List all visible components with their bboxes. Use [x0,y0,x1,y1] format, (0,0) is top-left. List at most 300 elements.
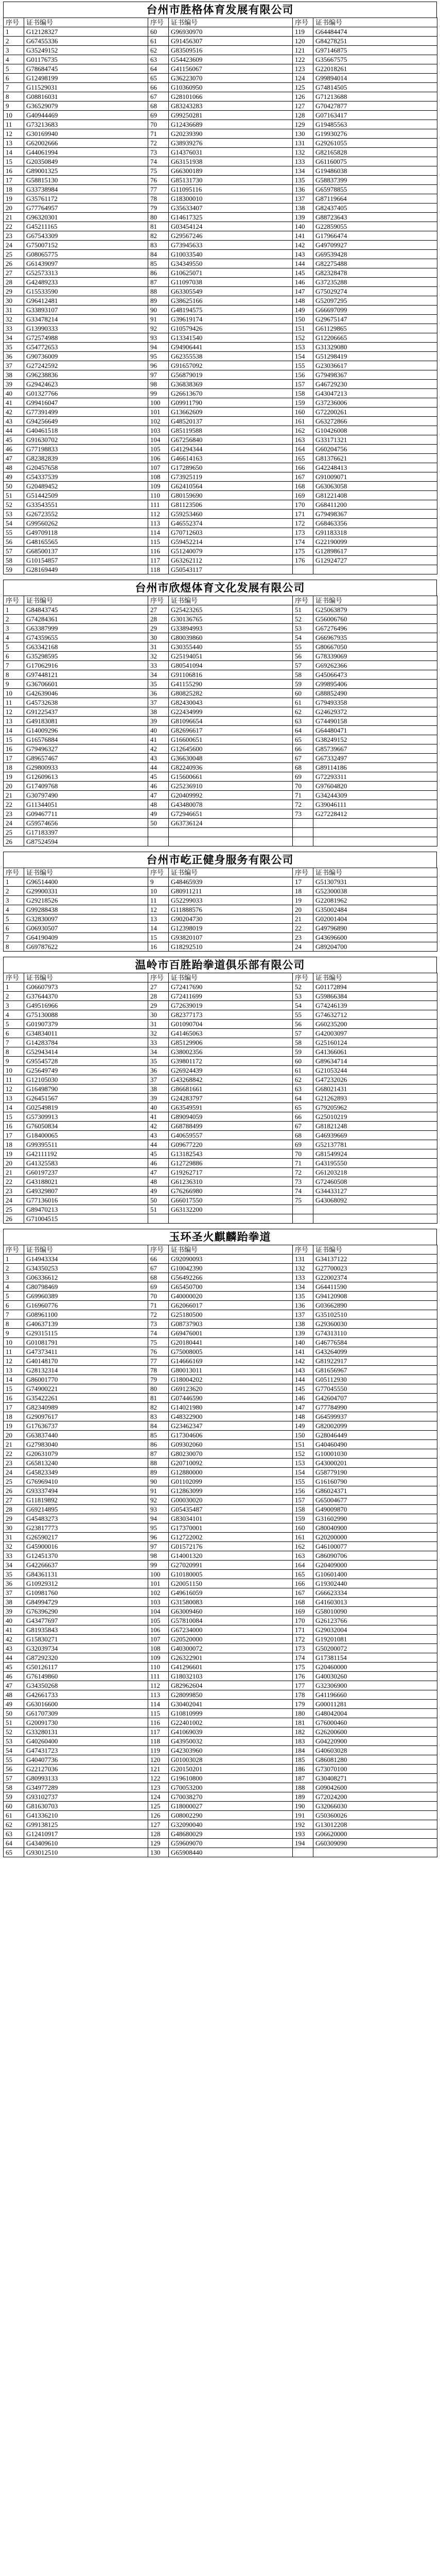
row-number: 88 [148,1459,169,1468]
certificate-number: G29800933 [24,763,148,772]
table-row [4,1057,437,1066]
row-number: 22 [4,222,24,231]
row-number: 130 [293,129,313,139]
certificate-number: G43480078 [169,800,293,809]
row-number: 75 [148,166,169,176]
certificate-number: G25423265 [169,605,293,615]
table-row [4,726,437,735]
row-number: 109 [148,482,169,491]
certificate-number: G35249152 [24,46,148,55]
row-number: 13 [148,914,169,924]
row-number: 42 [4,1635,24,1644]
table-row [4,809,437,819]
row-number: 117 [148,1727,169,1737]
certificate-number: G94256649 [24,417,148,426]
row-number: 55 [293,642,313,652]
row-number [148,837,169,846]
certificate-number: G74814505 [313,83,437,92]
row-number: 169 [293,491,313,500]
row-number: 28 [4,278,24,287]
header-num: 序号 [293,1245,313,1255]
certificate-number: G93012510 [24,1848,148,1857]
certificate-number: G91009071 [313,472,437,482]
row-number: 35 [148,680,169,689]
certificate-number [169,828,293,837]
certificate-number: G27700023 [313,1264,437,1273]
row-number: 52 [4,1727,24,1737]
certificate-number: G43195550 [313,1159,437,1168]
row-number: 159 [293,398,313,408]
row-number: 29 [148,1001,169,1010]
header-num: 序号 [148,18,169,27]
row-number: 5 [4,914,24,924]
header-num: 序号 [4,973,24,982]
certificate-number: G40260400 [24,1737,148,1746]
certificate-number: G81376621 [313,454,437,463]
row-number: 12 [4,1084,24,1094]
row-number: 58 [293,1038,313,1047]
row-number: 81 [148,1394,169,1403]
certificate-number: G76266980 [169,1187,293,1196]
certificate-number: G50200072 [313,1644,437,1653]
row-number: 98 [148,1551,169,1561]
table-row [4,1282,437,1292]
certificate-number: G14666169 [169,1357,293,1366]
certificate-number: G80911211 [169,887,293,896]
row-number: 101 [148,1579,169,1588]
row-number: 34 [4,333,24,343]
header-cert: 证书编号 [169,1245,293,1255]
certificate-number: G28169449 [24,565,148,574]
row-number: 22 [4,1177,24,1187]
row-number: 175 [293,547,313,556]
row-number: 51 [4,1718,24,1727]
row-number: 35 [4,343,24,352]
certificate-number: G63736124 [169,819,293,828]
row-number: 139 [293,1329,313,1338]
row-number: 45 [148,1149,169,1159]
certificate-number: G26723552 [24,510,148,519]
row-number: 170 [293,500,313,510]
row-number: 25 [4,1477,24,1486]
certificate-number: G06620000 [313,1829,437,1839]
certificate-number: G03662890 [313,1301,437,1310]
certificate-number: G80993133 [24,1774,148,1783]
certificate-number: G73945633 [169,241,293,250]
row-number: 156 [293,1486,313,1496]
header-row [4,596,437,605]
certificate-number: G17381154 [313,1653,437,1663]
row-number: 28 [148,992,169,1001]
row-number: 185 [293,1755,313,1765]
row-number: 143 [293,1366,313,1375]
row-number: 70 [293,782,313,791]
table-row [4,754,437,763]
row-number: 173 [293,528,313,537]
certificate-number: G32830097 [24,914,148,924]
row-number: 16 [4,166,24,176]
certificate-number: G41465063 [169,1029,293,1038]
certificate-number: G45066473 [313,670,437,680]
table-row [4,463,437,472]
certificate-number: G46100077 [313,1542,437,1551]
row-number [148,828,169,837]
certificate-number: G39619174 [169,315,293,324]
row-number: 158 [293,1505,313,1514]
certificate-number: G72639019 [169,1001,293,1010]
certificate-number: G11095116 [169,185,293,194]
row-number: 5 [4,64,24,74]
table-row [4,1514,437,1523]
row-number: 11 [4,1347,24,1357]
certificate-number: G33893107 [24,306,148,315]
table-row [4,352,437,361]
certificate-number: G41366061 [313,1047,437,1057]
row-number: 9 [4,1329,24,1338]
row-number: 58 [4,1783,24,1792]
row-number: 1 [4,982,24,992]
row-number: 50 [148,1196,169,1205]
row-number: 147 [293,1403,313,1412]
row-number: 7 [4,1310,24,1319]
header-num: 序号 [293,973,313,982]
certificate-number: G20520000 [169,1635,293,1644]
row-number: 9 [4,680,24,689]
row-number: 64 [293,726,313,735]
table-row [4,1561,437,1570]
certificate-number: G69960389 [24,1292,148,1301]
certificate-number: G51307931 [313,877,437,887]
row-number: 32 [148,1029,169,1038]
row-number: 37 [4,1588,24,1598]
certificate-number: G61160075 [313,157,437,166]
row-number: 43 [148,1131,169,1140]
certificate-number: G07446590 [169,1394,293,1403]
certificate-number: G97448121 [24,670,148,680]
certificate-number: G69262366 [313,661,437,670]
certificate-number: G83509516 [169,46,293,55]
certificate-number: G87119664 [313,194,437,204]
table-row [4,924,437,933]
certificate-number: G85129906 [169,1038,293,1047]
certificate-number: G00011281 [313,1700,437,1709]
certificate-number: G41156067 [169,64,293,74]
row-number: 154 [293,1468,313,1477]
row-number: 4 [4,1010,24,1020]
certificate-number: G81221408 [313,491,437,500]
certificate-number: G35002484 [313,905,437,914]
certificate-number: G42266637 [24,1561,148,1570]
row-number: 74 [148,157,169,166]
row-number: 91 [148,1486,169,1496]
certificate-number: G64190409 [24,933,148,942]
row-number: 21 [4,213,24,222]
row-number: 19 [4,194,24,204]
table-row [4,605,437,615]
table-row [4,491,437,500]
row-number: 114 [148,1700,169,1709]
table-row [4,1486,437,1496]
certificate-number: G12863099 [169,1486,293,1496]
row-number: 5 [4,1292,24,1301]
certificate-number: G34350268 [24,1681,148,1690]
row-number: 91 [148,315,169,324]
certificate-number: G10625071 [169,268,293,278]
certificate-number: G30408271 [313,1774,437,1783]
row-number: 36 [148,689,169,698]
row-number: 19 [293,896,313,905]
table-row [4,1273,437,1282]
row-number: 194 [293,1839,313,1848]
company-section [3,2,437,574]
table-row [4,1094,437,1103]
certificate-number: G78339069 [313,652,437,661]
row-number: 81 [148,222,169,231]
table-row [4,510,437,519]
table-row [4,1187,437,1196]
row-number: 72 [293,800,313,809]
row-number: 21 [293,914,313,924]
table-row [4,1029,437,1038]
certificate-number: G86001770 [24,1375,148,1384]
table-row [4,519,437,528]
row-number: 61 [148,37,169,46]
certificate-number: G35633407 [169,204,293,213]
row-number: 18 [4,1412,24,1421]
certificate-number: G37235288 [313,278,437,287]
certificate-number: G70053200 [169,1783,293,1792]
row-number: 131 [293,1255,313,1264]
row-number: 109 [148,1653,169,1663]
row-number: 70 [148,120,169,129]
row-number: 111 [148,500,169,510]
certificate-number: G91456307 [169,37,293,46]
row-number: 136 [293,1301,313,1310]
row-number: 158 [293,389,313,398]
row-number: 78 [148,1366,169,1375]
row-number: 122 [148,1774,169,1783]
row-number: 40 [4,1616,24,1625]
row-number: 67 [148,92,169,101]
certificate-number: G42639046 [24,689,148,698]
table-row [4,887,437,896]
row-number: 116 [148,547,169,556]
row-number: 41 [148,1112,169,1122]
certificate-number: G73070100 [313,1765,437,1774]
row-number: 144 [293,259,313,268]
certificate-number: G34977289 [24,1783,148,1792]
certificate-number: G12105030 [24,1075,148,1084]
row-number: 80 [148,213,169,222]
table-row [4,624,437,633]
certificate-number: G36529079 [24,101,148,111]
table-row [4,1010,437,1020]
table-row [4,241,437,250]
row-number: 43 [148,754,169,763]
certificate-number: G30402041 [169,1700,293,1709]
certificate-number: G14021980 [169,1403,293,1412]
row-number [293,1205,313,1214]
certificate-number: G74359655 [24,633,148,642]
row-number: 23 [4,1459,24,1468]
certificate-number: G05112930 [313,1375,437,1384]
certificate-number: G60204756 [313,445,437,454]
row-number: 142 [293,1357,313,1366]
row-number: 47 [4,454,24,463]
table-row [4,482,437,491]
row-number: 160 [293,1523,313,1533]
row-number: 21 [4,1168,24,1177]
row-number: 59 [293,1047,313,1057]
row-number: 173 [293,1644,313,1653]
row-number: 55 [4,1755,24,1765]
table-row [4,1347,437,1357]
certificate-number: G16960776 [24,1301,148,1310]
row-number: 77 [148,185,169,194]
table-row [4,1588,437,1598]
certificate-number: G32066030 [313,1802,437,1811]
certificate-number: G70427877 [313,101,437,111]
row-number: 171 [293,1625,313,1635]
row-number: 19 [4,1149,24,1159]
certificate-number: G26451567 [24,1094,148,1103]
row-number: 87 [148,1449,169,1459]
certificate-number: G89657467 [24,754,148,763]
certificate-number: G46939669 [313,1131,437,1140]
certificate-number: G62410564 [169,482,293,491]
company-section [3,1229,437,1857]
row-number: 83 [148,241,169,250]
table-row [4,1533,437,1542]
table-row [4,1737,437,1746]
certificate-number: G06336612 [24,1273,148,1282]
row-number: 137 [293,194,313,204]
certificate-number: G41294344 [169,445,293,454]
row-number: 17 [4,1403,24,1412]
table-row [4,1375,437,1384]
row-number: 122 [293,55,313,64]
certificate-number: G59574656 [24,819,148,828]
table-row [4,268,437,278]
certificate-number: G06930507 [24,924,148,933]
certificate-number: G11529031 [24,83,148,92]
row-number: 23 [4,1187,24,1196]
certificate-number: G67543309 [24,231,148,241]
certificate-number: G76149860 [24,1672,148,1681]
row-number: 105 [148,445,169,454]
table-row [4,1412,437,1421]
row-number: 38 [148,707,169,717]
row-number: 10 [4,1066,24,1075]
certificate-number: G52943414 [24,1047,148,1057]
row-number: 32 [4,315,24,324]
table-row [4,1196,437,1205]
row-number: 64 [293,1094,313,1103]
certificate-number: G84361131 [24,1570,148,1579]
header-cert: 证书编号 [24,1245,148,1255]
certificate-table [3,868,437,952]
row-number: 135 [293,176,313,185]
row-number: 34 [148,670,169,680]
certificate-number: G01090704 [169,1020,293,1029]
row-number: 18 [4,185,24,194]
certificate-number: G82002099 [313,1421,437,1431]
certificate-number: G74284361 [24,615,148,624]
row-number: 46 [4,1672,24,1681]
certificate-number: G82328478 [313,268,437,278]
certificate-number: G92090093 [169,1255,293,1264]
row-number: 24 [293,942,313,952]
row-number: 41 [148,735,169,744]
row-number: 39 [148,717,169,726]
certificate-number: G34244309 [313,791,437,800]
row-number: 68 [293,1131,313,1140]
certificate-number: G15830271 [24,1635,148,1644]
row-number: 36 [4,352,24,361]
table-row [4,877,437,887]
certificate-number: G97146875 [313,46,437,55]
certificate-number: G73925119 [169,472,293,482]
certificate-number: G41336210 [24,1811,148,1820]
row-number: 10 [148,887,169,896]
certificate-number: G33738984 [24,185,148,194]
certificate-number: G69787622 [24,942,148,952]
row-number: 39 [4,1607,24,1616]
row-number: 112 [148,510,169,519]
certificate-number: G20710092 [169,1459,293,1468]
row-number: 60 [4,1802,24,1811]
row-number: 118 [148,565,169,574]
certificate-number: G96320301 [24,213,148,222]
table-row [4,905,437,914]
row-number: 28 [4,1505,24,1514]
table-row [4,55,437,64]
certificate-number: G52097295 [313,296,437,306]
certificate-number: G83034101 [169,1514,293,1523]
certificate-number: G08002290 [169,1811,293,1820]
certificate-number: G96930970 [169,27,293,37]
row-number [293,828,313,837]
row-number: 163 [293,1551,313,1561]
header-num: 序号 [148,973,169,982]
certificate-number: G30797490 [24,791,148,800]
row-number: 136 [293,185,313,194]
certificate-number: G18032103 [169,1672,293,1681]
row-number: 129 [293,120,313,129]
certificate-number: G36838369 [169,380,293,389]
certificate-number: G63063058 [313,482,437,491]
row-number: 70 [148,1292,169,1301]
certificate-number: G14376031 [169,148,293,157]
table-row [4,315,437,324]
row-number: 69 [293,772,313,782]
certificate-number: G17636737 [24,1421,148,1431]
row-number: 125 [148,1802,169,1811]
row-number: 176 [293,1672,313,1681]
row-number: 65 [293,1103,313,1112]
certificate-number: G72293311 [313,772,437,782]
certificate-number: G49709118 [24,528,148,537]
certificate-number: G54772653 [24,343,148,352]
row-number: 29 [148,624,169,633]
certificate-number: G17304606 [169,1431,293,1440]
row-number: 191 [293,1811,313,1820]
certificate-number: G43268842 [169,1075,293,1084]
row-number: 21 [4,791,24,800]
certificate-number: G82382839 [24,454,148,463]
row-number: 25 [4,1205,24,1214]
row-number: 75 [293,1196,313,1205]
